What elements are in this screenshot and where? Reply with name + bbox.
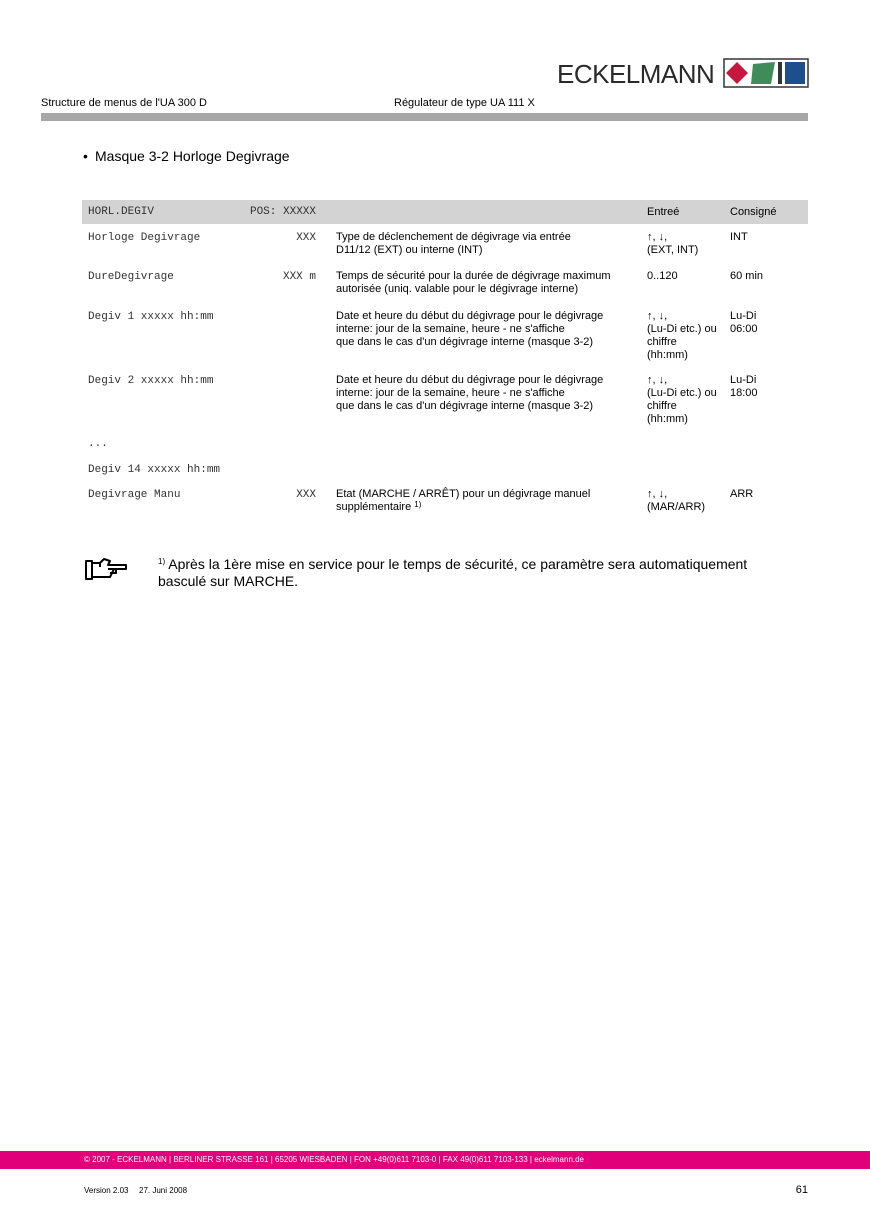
table-header-position: POS: XXXXX xyxy=(249,206,316,218)
footnote-marker: 1) xyxy=(158,557,166,566)
footer-version: Version 2.03 xyxy=(84,1186,129,1195)
param-name: Horloge Degivrage xyxy=(88,232,201,244)
param-name: Degiv 14 xxxxx hh:mm xyxy=(88,464,221,476)
param-name: Degiv 1 xxxxx hh:mm xyxy=(88,311,214,323)
brand-logo-icon xyxy=(723,58,809,88)
param-description: Type de déclenchement de dégivrage via entrée D11/12 (EXT) ou interne (INT) xyxy=(336,231,571,256)
param-name: DureDegivrage xyxy=(88,271,174,283)
param-description: Temps de sécurité pour la durée de dégivrage maximum autorisée (uniq. valable pour le dégivrage interne) xyxy=(336,270,611,295)
param-input: 0..120 xyxy=(647,270,678,282)
param-default: 60 min xyxy=(730,270,764,282)
table-header-input: Entreé xyxy=(647,206,680,218)
brand-logo-text: ECKELMANN xyxy=(557,59,715,89)
param-input: ↑, ↓, (Lu-Di etc.) ou chiffre (hh:mm) xyxy=(647,310,717,361)
section-title xyxy=(83,148,290,165)
param-description: Etat (MARCHE / ARRÊT) pour un dégivrage manuel supplémentaire $^{1)}$ xyxy=(336,488,591,513)
param-value: XXX xyxy=(296,489,316,501)
param-input: ↑, ↓, (Lu-Di etc.) ou chiffre (hh:mm) xyxy=(647,374,717,425)
param-input: ↑, ↓, (EXT, INT) xyxy=(647,231,699,256)
pointing-hand-icon xyxy=(84,557,128,583)
param-default: INT xyxy=(730,231,748,243)
param-name: Degiv 2 xxxxx hh:mm xyxy=(88,375,214,387)
header-product: Régulateur de type UA 111 X xyxy=(394,97,535,109)
param-value: XXX m xyxy=(282,271,316,283)
page-number: 61 xyxy=(795,1184,808,1196)
header-document-title: Structure de menus de l'UA 300 D xyxy=(41,97,207,109)
table-ellipsis: ... xyxy=(88,438,108,450)
param-value: XXX xyxy=(296,232,316,244)
param-input: ↑, ↓, (MAR/ARR) xyxy=(647,488,706,513)
table-header-default: Consigné xyxy=(730,206,777,218)
section-title-text: Masque 3-2 Horloge Degivrage xyxy=(95,148,290,164)
param-description: Date et heure du début du dégivrage pour le dégivrage interne: jour de la semaine, heure - ne s'affiche que dans le cas d'un dégivrage interne (masque 3-2) xyxy=(336,374,604,412)
param-name: Degivrage Manu xyxy=(88,489,181,501)
footer-copyright: © 2007 - ECKELMANN | BERLINER STRASSE 161 | 65205 WIESBADEN | FON +49(0)611 7103-0 | FAX 49(0)611 7103-133 | eckelmann.de xyxy=(84,1155,585,1164)
param-default: ARR xyxy=(730,488,754,500)
param-description: Date et heure du début du dégivrage pour le dégivrage interne: jour de la semaine, heure - ne s'affiche que dans le cas d'un dégivrage interne (masque 3-2) xyxy=(336,310,604,348)
footnote-text: $^{1)}$ Après la 1ère mise en service pour le temps de sécurité, ce paramètre sera automatiquement basculé sur MARCHE. xyxy=(158,556,748,589)
table-header-mask: HORL.DEGIV xyxy=(88,206,155,218)
header-divider xyxy=(41,113,808,121)
param-default: Lu-Di 18:00 xyxy=(730,374,758,399)
footer-date: 27. Juni 2008 xyxy=(139,1186,188,1195)
bullet: • xyxy=(83,148,88,164)
footnote-ref: 1) xyxy=(414,500,422,509)
param-default: Lu-Di 06:00 xyxy=(730,310,758,335)
